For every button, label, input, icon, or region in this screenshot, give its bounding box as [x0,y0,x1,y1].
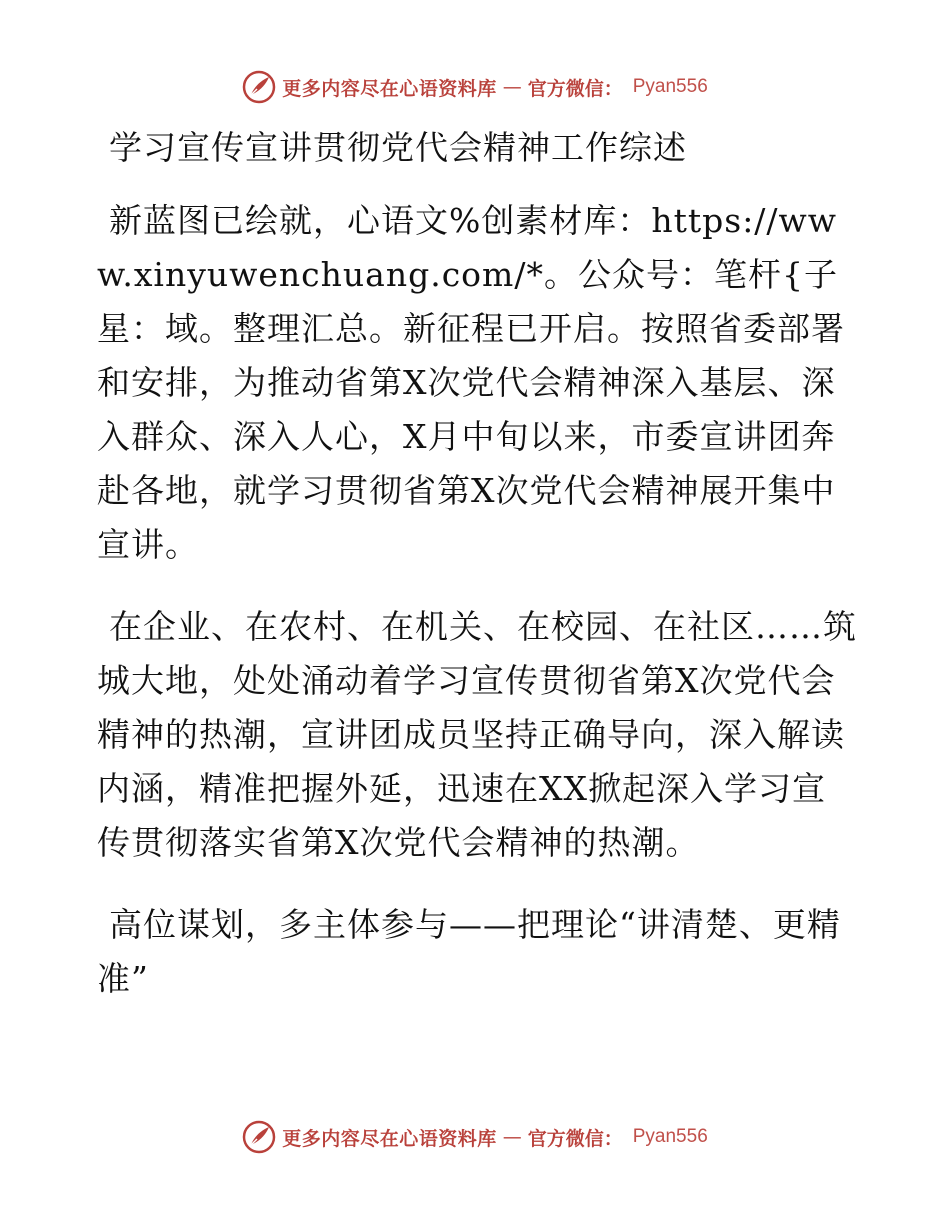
banner-dash: — [502,1126,522,1148]
paragraph-2: 在企业、在农村、在机关、在校园、在社区……筑城大地，处处涌动着学习宣传贯彻省第X次党代会精神的热潮，宣讲团成员坚持正确导向，深入解读内涵，精准把握外延，迅速在XX掀起深入学习宣传贯彻落实省第X次党代会精神的热潮。 [97,607,857,862]
document-title: 学习宣传宣讲贯彻党代会精神工作综述 [109,128,687,167]
paragraph-1: 新蓝图已绘就，心语文%创素材库：https://www.xinyuwenchuang.com/*。公众号：笔杆{子星：域。整理汇总。新征程已开启。按照省委部署和安排，为推动省第X次党代会精神深入基层、深入群众、深入人心，X月中旬以来，市委宣讲团奔赴各地，就学习贯彻省第X次党代会精神展开集中宣讲。 [97,201,845,564]
document-body [97,122,857,1034]
footer-banner [0,1120,950,1154]
banner-account: Pyan556 [632,1126,708,1147]
banner-brand-text: 更多内容尽在心语资料库 [282,1127,497,1150]
paragraph-3: 高位谋划，多主体参与——把理论“讲清楚、更精准” [97,905,841,998]
quill-logo-icon [242,70,276,104]
banner-dash: — [502,76,522,98]
banner-wechat-label: 官方微信： [527,1127,623,1150]
banner-wechat-label: 官方微信： [527,77,623,100]
header-banner [0,70,950,104]
banner-account: Pyan556 [632,76,708,97]
banner-brand-text: 更多内容尽在心语资料库 [282,77,497,100]
quill-logo-icon [242,1120,276,1154]
